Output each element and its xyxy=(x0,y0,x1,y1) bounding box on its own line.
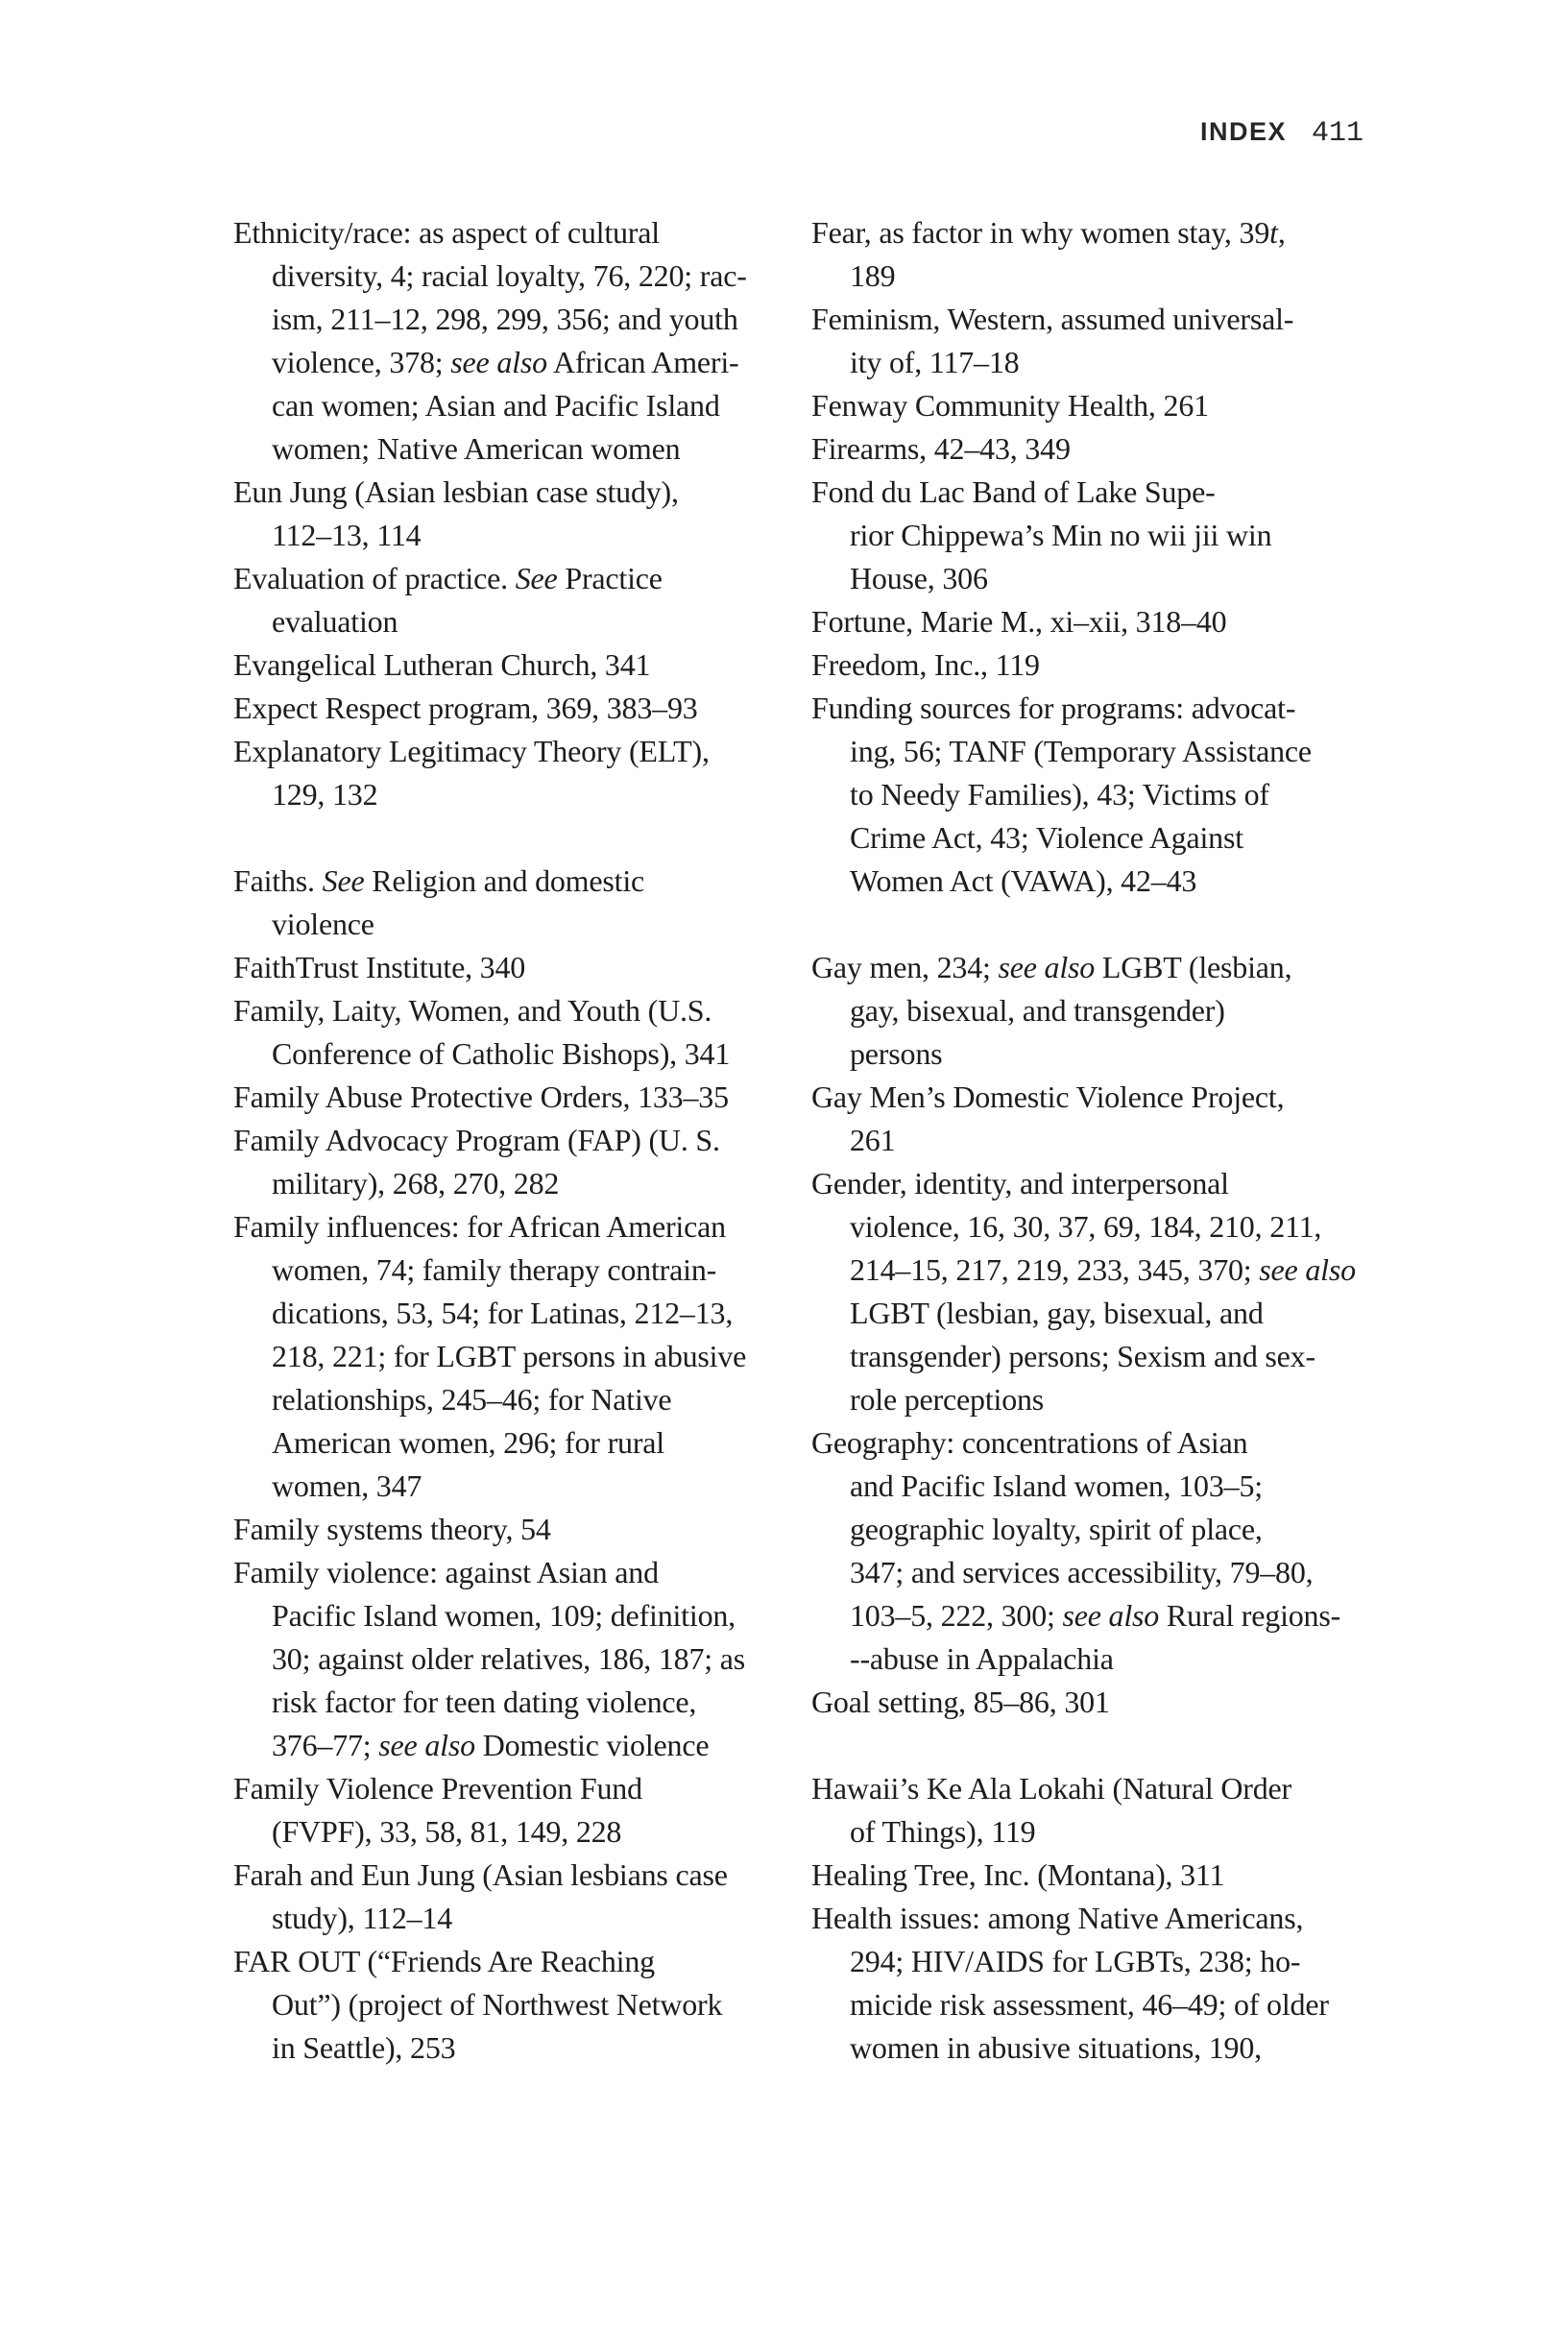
index-column-right xyxy=(811,211,1407,2070)
index-entry-continuation-line xyxy=(233,1681,795,1724)
index-column-left xyxy=(233,211,795,2070)
index-entry-continuation-line xyxy=(233,773,795,816)
index-entry-text: FaithTrust Institute, 340 xyxy=(233,950,526,984)
index-entry-continuation-line xyxy=(811,1378,1407,1421)
index-entry-line xyxy=(811,471,1407,514)
index-entry-continuation-line xyxy=(811,1810,1407,1854)
index-entry-text-italic: See xyxy=(515,561,558,595)
index-entry-text: Fear, as factor in why women stay, 39 xyxy=(811,215,1270,250)
index-entry-line xyxy=(233,989,795,1032)
index-entry-text-italic: see also xyxy=(1259,1252,1356,1287)
index-entry-text: Funding sources for programs: advocat- xyxy=(811,691,1296,725)
index-entry-text: Freedom, Inc., 119 xyxy=(811,647,1040,682)
index-entry-line xyxy=(811,643,1407,687)
index-entry-text: diversity, 4; racial loyalty, 76, 220; rac- xyxy=(272,258,747,293)
index-entry-text: Fenway Community Health, 261 xyxy=(811,388,1209,423)
index-entry-text: Evaluation of practice. xyxy=(233,561,516,595)
index-entry-continuation-line xyxy=(811,1465,1407,1508)
index-entry-continuation-line xyxy=(233,514,795,557)
index-entry-line xyxy=(811,946,1407,989)
index-entry-text: Family Advocacy Program (FAP) (U. S. xyxy=(233,1123,720,1157)
index-entry-continuation-line xyxy=(233,1249,795,1292)
index-entry-text: 294; HIV/AIDS for LGBTs, 238; ho- xyxy=(850,1944,1301,1978)
index-entry-text: relationships, 245–46; for Native xyxy=(272,1382,672,1417)
index-entry-text: Feminism, Western, assumed universal- xyxy=(811,302,1294,336)
index-entry-continuation-line xyxy=(811,1249,1407,1292)
index-entry-text: 218, 221; for LGBT persons in abusive xyxy=(272,1339,747,1373)
index-entry-text: Pacific Island women, 109; definition, xyxy=(272,1598,736,1633)
index-entry-text: and Pacific Island women, 103–5; xyxy=(850,1468,1263,1503)
index-entry-text: women, 347 xyxy=(272,1468,422,1503)
index-entry-line xyxy=(233,946,795,989)
index-entry-continuation-line xyxy=(811,773,1407,816)
index-entry-text: Farah and Eun Jung (Asian lesbians case xyxy=(233,1857,728,1892)
index-entry-line xyxy=(233,1940,795,1983)
index-entry-text: risk factor for teen dating violence, xyxy=(272,1685,697,1719)
index-entry-text-italic: see also xyxy=(378,1728,475,1762)
index-entry-text: to Needy Families), 43; Victims of xyxy=(850,777,1269,812)
index-entry-text: women; Native American women xyxy=(272,431,681,466)
index-entry-continuation-line xyxy=(811,1551,1407,1594)
index-entry-continuation-line xyxy=(811,1119,1407,1162)
index-entry-continuation-line xyxy=(811,557,1407,600)
index-entry-text: Women Act (VAWA), 42–43 xyxy=(850,863,1197,898)
index-entry-text: House, 306 xyxy=(850,561,988,595)
index-entry-text: micide risk assessment, 46–49; of older xyxy=(850,1987,1329,2022)
index-entry-line xyxy=(811,211,1407,255)
index-entry-text: Goal setting, 85–86, 301 xyxy=(811,1685,1110,1719)
index-entry-text: Practice xyxy=(557,561,663,595)
index-entry-text: Healing Tree, Inc. (Montana), 311 xyxy=(811,1857,1225,1892)
index-entry-text: Faiths. xyxy=(233,863,323,898)
index-entry-text: Ethnicity/race: as aspect of cultural xyxy=(233,215,660,250)
index-entry-continuation-line xyxy=(811,1205,1407,1249)
index-entry-text: Gay men, 234; xyxy=(811,950,999,984)
index-entry-line xyxy=(233,730,795,773)
index-entry-line xyxy=(233,860,795,903)
index-entry-text: geographic loyalty, spirit of place, xyxy=(850,1512,1263,1546)
index-entry-text: dications, 53, 54; for Latinas, 212–13, xyxy=(272,1296,734,1330)
index-entry-text: Family Violence Prevention Fund xyxy=(233,1771,642,1806)
index-entry-continuation-line xyxy=(233,2026,795,2070)
index-entry-text: Firearms, 42–43, 349 xyxy=(811,431,1071,466)
index-entry-text: --abuse in Appalachia xyxy=(850,1641,1114,1676)
index-entry-continuation-line xyxy=(233,1032,795,1076)
index-entry-text: 30; against older relatives, 186, 187; as xyxy=(272,1641,746,1676)
index-entry-text: Conference of Catholic Bishops), 341 xyxy=(272,1036,731,1071)
index-entry-line xyxy=(233,1767,795,1810)
index-entry-continuation-line xyxy=(811,1032,1407,1076)
index-entry-continuation-line xyxy=(811,816,1407,860)
index-entry-continuation-line xyxy=(811,1940,1407,1983)
page-number: 411 xyxy=(1311,117,1363,150)
index-entry-text: Family systems theory, 54 xyxy=(233,1512,551,1546)
index-entry-text: Crime Act, 43; Violence Against xyxy=(850,820,1243,855)
index-entry-line xyxy=(811,1854,1407,1897)
index-entry-text: rior Chippewa’s Min no wii jii win xyxy=(850,518,1272,552)
index-entry-text: 214–15, 217, 219, 233, 345, 370; xyxy=(850,1252,1260,1287)
index-entry-line xyxy=(233,471,795,514)
index-entry-continuation-line xyxy=(233,1335,795,1378)
index-entry-continuation-line xyxy=(233,384,795,427)
index-entry-text: military), 268, 270, 282 xyxy=(272,1166,560,1200)
index-entry-text: Fond du Lac Band of Lake Supe- xyxy=(811,474,1216,509)
index-entry-text: persons xyxy=(850,1036,943,1071)
index-entry-text: Gender, identity, and interpersonal xyxy=(811,1166,1229,1200)
index-entry-line xyxy=(233,211,795,255)
index-entry-line xyxy=(811,1076,1407,1119)
index-entry-text: violence, 16, 30, 37, 69, 184, 210, 211, xyxy=(850,1209,1322,1244)
index-entry-text: LGBT (lesbian, gay, bisexual, and xyxy=(850,1296,1264,1330)
index-entry-text-italic: see also xyxy=(998,950,1096,984)
index-entry-continuation-line xyxy=(811,1335,1407,1378)
index-entry-continuation-line xyxy=(233,1983,795,2026)
section-gap xyxy=(811,1724,1407,1767)
index-entry-line xyxy=(811,298,1407,341)
index-entry-text: Rural regions- xyxy=(1159,1598,1341,1633)
index-entry-text: 103–5, 222, 300; xyxy=(850,1598,1063,1633)
index-entry-text: Family influences: for African American xyxy=(233,1209,726,1244)
index-entry-continuation-line xyxy=(233,1162,795,1205)
section-gap xyxy=(811,903,1407,946)
index-entry-line xyxy=(233,1508,795,1551)
index-entry-text: , xyxy=(1277,215,1286,250)
index-entry-text: Health issues: among Native Americans, xyxy=(811,1901,1304,1935)
index-entry-line xyxy=(233,643,795,687)
index-entry-text: women, 74; family therapy contrain- xyxy=(272,1252,717,1287)
index-entry-line xyxy=(233,687,795,730)
index-entry-text: (FVPF), 33, 58, 81, 149, 228 xyxy=(272,1814,622,1849)
index-entry-text: study), 112–14 xyxy=(272,1901,453,1935)
index-entry-text: gay, bisexual, and transgender) xyxy=(850,993,1225,1028)
index-entry-line xyxy=(811,687,1407,730)
index-entry-text: FAR OUT (“Friends Are Reaching xyxy=(233,1944,655,1978)
index-entry-continuation-line xyxy=(811,2026,1407,2070)
index-entry-text-italic: see also xyxy=(450,345,547,379)
index-entry-text: violence, 378; xyxy=(272,345,451,379)
index-entry-continuation-line xyxy=(811,730,1407,773)
index-entry-continuation-line xyxy=(811,1983,1407,2026)
index-entry-line xyxy=(811,1767,1407,1810)
index-entry-text: ism, 211–12, 298, 299, 356; and youth xyxy=(272,302,738,336)
index-entry-continuation-line xyxy=(233,600,795,643)
index-entry-line xyxy=(811,1162,1407,1205)
index-entry-text: ity of, 117–18 xyxy=(850,345,1020,379)
index-entry-text: transgender) persons; Sexism and sex- xyxy=(850,1339,1315,1373)
index-entry-text: women in abusive situations, 190, xyxy=(850,2030,1262,2065)
index-entry-text: role perceptions xyxy=(850,1382,1045,1417)
index-entry-text: can women; Asian and Pacific Island xyxy=(272,388,720,423)
index-entry-line xyxy=(233,1076,795,1119)
index-entry-text: Domestic violence xyxy=(474,1728,710,1762)
index-entry-line xyxy=(233,1205,795,1249)
index-entry-continuation-line xyxy=(811,1292,1407,1335)
index-entry-text: Religion and domestic xyxy=(364,863,645,898)
index-entry-text: 189 xyxy=(850,258,896,293)
index-entry-line xyxy=(811,600,1407,643)
index-entry-text: ing, 56; TANF (Temporary Assistance xyxy=(850,734,1312,768)
index-entry-line xyxy=(811,384,1407,427)
index-entry-text-italic: See xyxy=(322,863,365,898)
index-entry-text: Fortune, Marie M., xi–xii, 318–40 xyxy=(811,604,1227,639)
index-entry-text: of Things), 119 xyxy=(850,1814,1036,1849)
running-head-title: INDEX xyxy=(1199,117,1287,146)
index-entry-text: Evangelical Lutheran Church, 341 xyxy=(233,647,651,682)
index-entry-continuation-line xyxy=(811,1594,1407,1637)
index-entry-text: 376–77; xyxy=(272,1728,379,1762)
index-entry-continuation-line xyxy=(811,1508,1407,1551)
index-entry-text: 347; and services accessibility, 79–80, xyxy=(850,1555,1314,1589)
index-entry-text: in Seattle), 253 xyxy=(272,2030,456,2065)
index-entry-line xyxy=(233,557,795,600)
index-entry-text: LGBT (lesbian, xyxy=(1095,950,1292,984)
index-entry-line xyxy=(811,1421,1407,1465)
index-entry-continuation-line xyxy=(233,1594,795,1637)
index-entry-text: Explanatory Legitimacy Theory (ELT), xyxy=(233,734,710,768)
index-entry-continuation-line xyxy=(233,903,795,946)
index-entry-continuation-line xyxy=(233,1421,795,1465)
index-entry-continuation-line xyxy=(233,255,795,298)
index-entry-continuation-line xyxy=(811,1637,1407,1681)
index-entry-text: evaluation xyxy=(272,604,398,639)
index-entry-continuation-line xyxy=(811,514,1407,557)
index-entry-continuation-line xyxy=(811,255,1407,298)
index-entry-continuation-line xyxy=(233,1897,795,1940)
index-entry-text: 112–13, 114 xyxy=(272,518,422,552)
index-entry-text: American women, 296; for rural xyxy=(272,1425,664,1460)
index-entry-line xyxy=(811,427,1407,471)
index-entry-continuation-line xyxy=(233,1292,795,1335)
index-entry-text: Eun Jung (Asian lesbian case study), xyxy=(233,474,679,509)
index-entry-continuation-line xyxy=(233,1724,795,1767)
index-entry-text-italic: t xyxy=(1269,215,1278,250)
index-entry-continuation-line xyxy=(233,1378,795,1421)
index-entry-line xyxy=(811,1897,1407,1940)
index-entry-continuation-line xyxy=(233,341,795,384)
index-entry-continuation-line xyxy=(811,341,1407,384)
index-entry-text: Family, Laity, Women, and Youth (U.S. xyxy=(233,993,712,1028)
index-entry-continuation-line xyxy=(233,427,795,471)
index-entry-text: Out”) (project of Northwest Network xyxy=(272,1987,723,2022)
index-entry-text: Hawaii’s Ke Ala Lokahi (Natural Order xyxy=(811,1771,1291,1806)
index-entry-text: Family violence: against Asian and xyxy=(233,1555,659,1589)
index-entry-continuation-line xyxy=(233,1637,795,1681)
index-entry-text: Gay Men’s Domestic Violence Project, xyxy=(811,1079,1285,1114)
index-entry-text: African Ameri- xyxy=(546,345,739,379)
index-entry-continuation-line xyxy=(233,298,795,341)
index-entry-text: 261 xyxy=(850,1123,896,1157)
index-entry-line xyxy=(811,1681,1407,1724)
index-entry-text-italic: see also xyxy=(1062,1598,1160,1633)
index-entry-text: Family Abuse Protective Orders, 133–35 xyxy=(233,1079,729,1114)
index-entry-text: Geography: concentrations of Asian xyxy=(811,1425,1248,1460)
index-entry-line xyxy=(233,1854,795,1897)
index-entry-continuation-line xyxy=(811,989,1407,1032)
index-entry-continuation-line xyxy=(233,1810,795,1854)
index-entry-line xyxy=(233,1551,795,1594)
index-entry-continuation-line xyxy=(811,860,1407,903)
section-gap xyxy=(233,816,795,860)
running-head xyxy=(0,117,1363,150)
index-entry-text: violence xyxy=(272,907,374,941)
index-entry-line xyxy=(233,1119,795,1162)
index-entry-text: Expect Respect program, 369, 383–93 xyxy=(233,691,698,725)
index-entry-continuation-line xyxy=(233,1465,795,1508)
index-entry-text: 129, 132 xyxy=(272,777,378,812)
